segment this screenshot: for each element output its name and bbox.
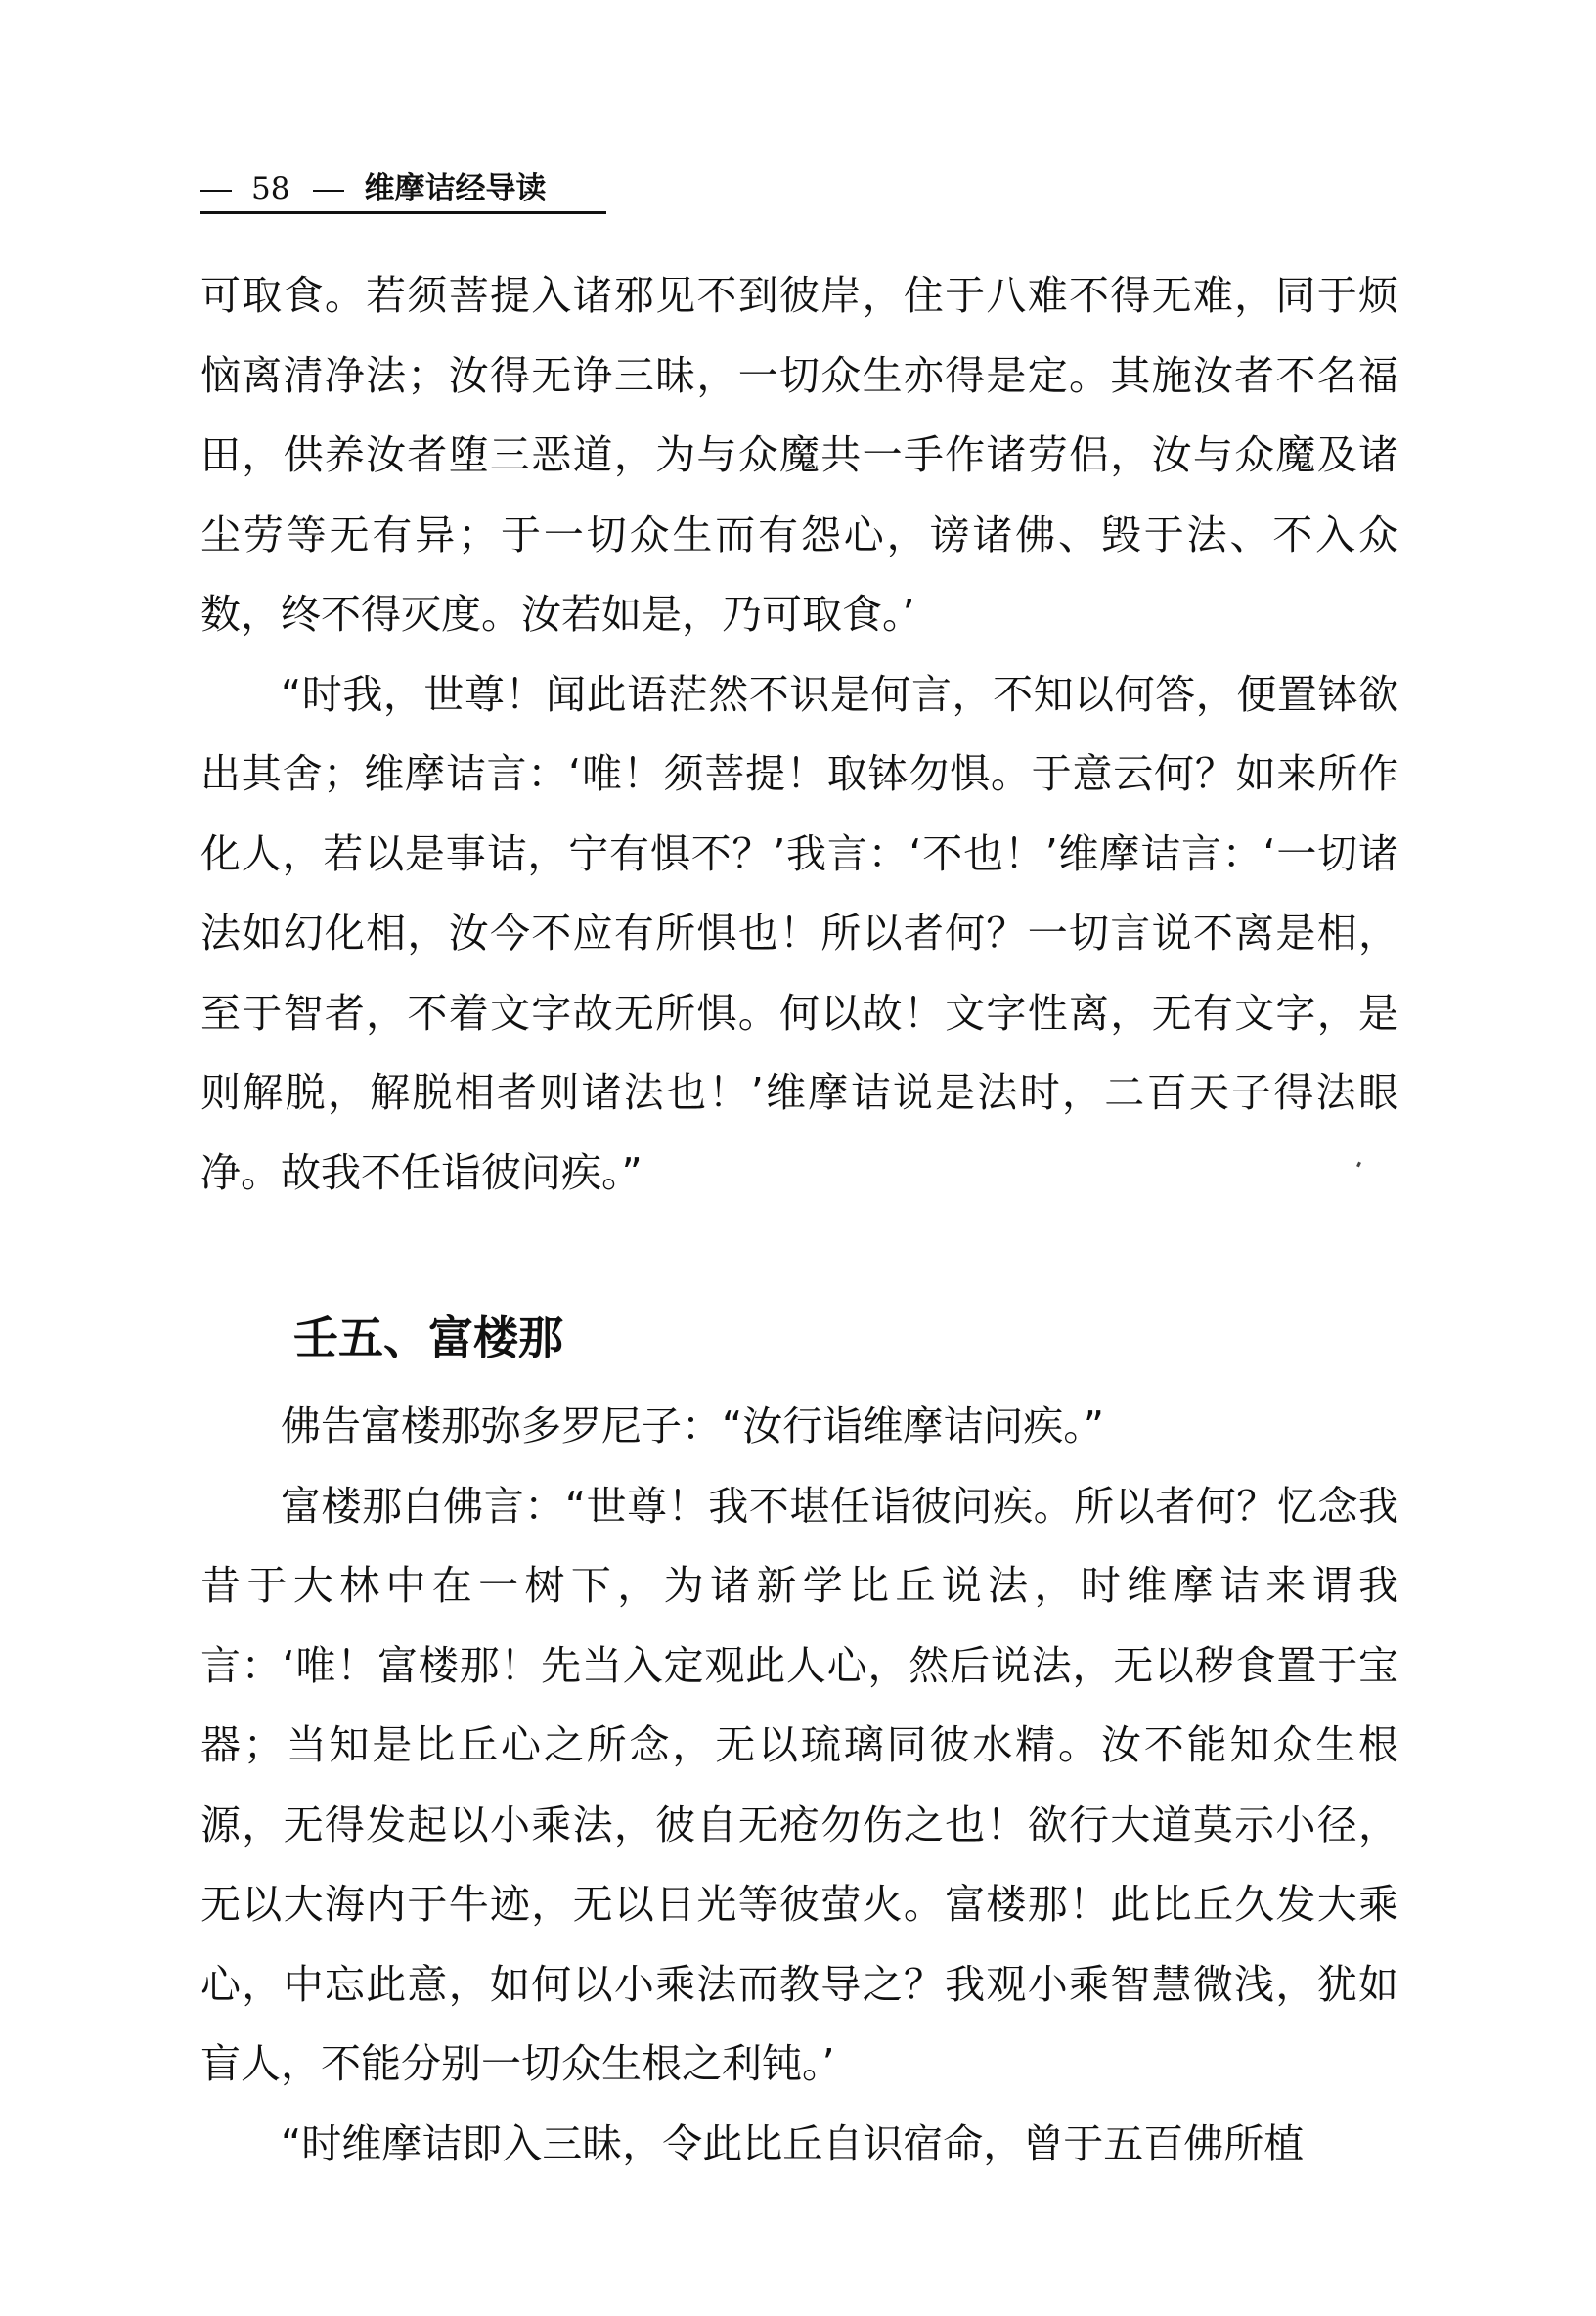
paragraph: “时维摩诘即入三昧，令此比丘自识宿命，曾于五百佛所植 (281, 2119, 1305, 2167)
header-dash-left (200, 190, 232, 192)
page-number: 58 (251, 171, 290, 206)
body-text-bottom (200, 1387, 1398, 2184)
header-dash-right (313, 190, 344, 192)
paragraph: 佛告富楼那弥多罗尼子：“汝行诣维摩诘问疾。” (281, 1403, 1104, 1449)
book-title: 维摩诘经导读 (364, 171, 547, 206)
paragraph-continuation: 可取食。若须菩提入诸邪见不到彼岸，住于八难不得无难，同于烦恼离清净法；汝得无诤三昧，一切众生亦得是定。其施汝者不名福田，供养汝者堕三恶道，为与众魔共一手作诸劳侣，汝与众魔及诸尘劳等无有异；于一切众生而有怨心，谤诸佛、毁于法、不入众数，终不得灭度。汝若如是，乃可取食。’ (200, 272, 1398, 638)
paragraph: 富楼那白佛言：“世尊！我不堪任诣彼问疾。所以者何？忆念我昔于大林中在一树下，为诸新学比丘说法，时维摩诘来谓我言：‘唯！富楼那！先当入定观此人心，然后说法，无以秽食置于宝器；当知是比丘心之所念，无以琉璃同彼水精。汝不能知众生根源，无得发起以小乘法，彼自无疮勿伤之也！欲行大道莫示小径，无以大海内于牛迹，无以日光等彼萤火。富楼那！此比丘久发大乘心，中忘此意，如何以小乘法而教导之？我观小乘智慧微浅，犹如盲人，不能分别一切众生根之利钝。’ (200, 1482, 1398, 2087)
running-header (200, 166, 606, 214)
paragraph: “时我，世尊！闻此语茫然不识是何言，不知以何答，便置钵欲出其舍；维摩诘言：‘唯！须菩提！取钵勿惧。于意云何？如来所作化人，若以是事诘，宁有惧不？’我言：‘不也！’维摩诘言：‘一切诸法如幻化相，汝今不应有所惧也！所以者何？一切言说不离是相，至于智者，不着文字故无所惧。何以故！文字性离，无有文字，是则解脱，解脱相者则诸法也！’维摩诘说是法时，二百天子得法眼净。故我不任诣彼问疾。” (200, 670, 1398, 1196)
body-text-top (200, 256, 1398, 1213)
section-heading: 壬五、富楼那 (293, 1312, 563, 1364)
